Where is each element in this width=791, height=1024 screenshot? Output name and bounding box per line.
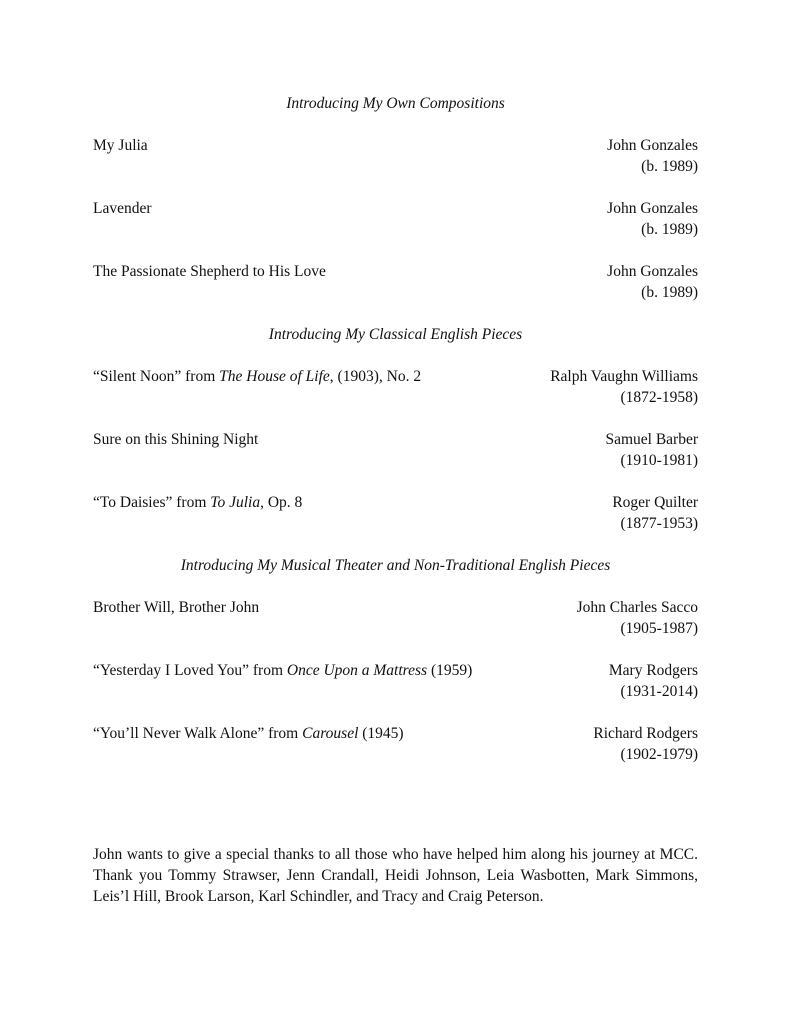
composer-dates: (1905-1987) <box>620 620 698 637</box>
piece-title-text: “To Daisies” from <box>93 494 211 511</box>
work-title-italic: To Julia <box>210 494 261 511</box>
composer-block <box>607 198 698 240</box>
composer-block <box>612 492 698 534</box>
spacer <box>93 408 698 429</box>
work-title-italic: Carousel <box>302 725 359 742</box>
piece-title <box>93 597 577 618</box>
composer-dates: (b. 1989) <box>641 158 698 175</box>
program-entry <box>93 723 698 765</box>
piece-title-text: Lavender <box>93 200 152 217</box>
composer-block <box>607 261 698 303</box>
piece-title-text: My Julia <box>93 137 148 154</box>
program-entry <box>93 366 698 408</box>
spacer <box>93 303 698 324</box>
composer-dates: (1877-1953) <box>620 515 698 532</box>
spacer <box>93 534 698 555</box>
composer-dates: (1872-1958) <box>620 389 698 406</box>
spacer <box>93 702 698 723</box>
spacer <box>93 114 698 135</box>
composer-name: John Gonzales <box>607 137 698 154</box>
program-entry <box>93 492 698 534</box>
work-title-italic: Once Upon a Mattress <box>286 662 428 679</box>
piece-title <box>93 135 607 156</box>
section-heading: Introducing My Musical Theater and Non-Traditional English Pieces <box>180 557 611 574</box>
section-heading: Introducing My Own Compositions <box>286 95 505 112</box>
composer-dates: (b. 1989) <box>641 284 698 301</box>
piece-title-text: Sure on this Shining Night <box>93 431 259 448</box>
piece-title-text: (1959) <box>427 662 473 679</box>
composer-name: Richard Rodgers <box>593 725 698 742</box>
piece-title-text: “Silent Noon” from <box>93 368 220 385</box>
program-entry <box>93 597 698 639</box>
piece-title <box>93 366 550 387</box>
program-listing <box>93 93 698 765</box>
piece-title-text: “Yesterday I Loved You” from <box>93 662 287 679</box>
program-entry <box>93 135 698 177</box>
section-heading: Introducing My Classical English Pieces <box>268 326 523 343</box>
spacer <box>93 345 698 366</box>
spacer <box>93 240 698 261</box>
composer-block <box>605 429 698 471</box>
composer-name: Mary Rodgers <box>608 662 698 679</box>
composer-dates: (1902-1979) <box>620 746 698 763</box>
program-entry <box>93 660 698 702</box>
composer-block <box>607 135 698 177</box>
piece-title-text: The Passionate Shepherd to His Love <box>93 263 326 280</box>
work-title-italic: The House of Life <box>219 368 330 385</box>
piece-title-text: (1945) <box>358 725 404 742</box>
composer-block <box>593 723 698 765</box>
composer-name: John Gonzales <box>607 263 698 280</box>
piece-title <box>93 660 609 681</box>
acknowledgements-paragraph: John wants to give a special thanks to all those who have helped him along his journey at MCC. Thank you Tommy Strawser, Jenn Crandall, Heidi Johnson, Leia Wasbotten, Mark Simmons, Leis’l Hill, Brook Larson, Karl Schindler, and Tracy and Craig Peterson. <box>93 846 698 905</box>
composer-dates: (b. 1989) <box>641 221 698 238</box>
piece-title <box>93 198 607 219</box>
program-entry <box>93 198 698 240</box>
composer-block <box>550 366 698 408</box>
piece-title <box>93 261 607 282</box>
composer-name: John Charles Sacco <box>576 599 698 616</box>
program-entry <box>93 261 698 303</box>
composer-block <box>577 597 698 639</box>
piece-title-text: , Op. 8 <box>260 494 303 511</box>
composer-block <box>609 660 698 702</box>
composer-name: Ralph Vaughn Williams <box>550 368 698 385</box>
piece-title-text: “You’ll Never Walk Alone” from <box>93 725 303 742</box>
spacer <box>93 639 698 660</box>
composer-name: John Gonzales <box>607 200 698 217</box>
piece-title-text: Brother Will, Brother John <box>93 599 260 616</box>
composer-dates: (1931-2014) <box>620 683 698 700</box>
spacer <box>93 576 698 597</box>
composer-name: Samuel Barber <box>605 431 698 448</box>
composer-name: Roger Quilter <box>612 494 698 511</box>
piece-title <box>93 429 605 450</box>
composer-dates: (1910-1981) <box>620 452 698 469</box>
spacer <box>93 471 698 492</box>
piece-title <box>93 492 612 513</box>
piece-title <box>93 723 593 744</box>
piece-title-text: , (1903), No. 2 <box>329 368 422 385</box>
spacer <box>93 177 698 198</box>
program-entry <box>93 429 698 471</box>
